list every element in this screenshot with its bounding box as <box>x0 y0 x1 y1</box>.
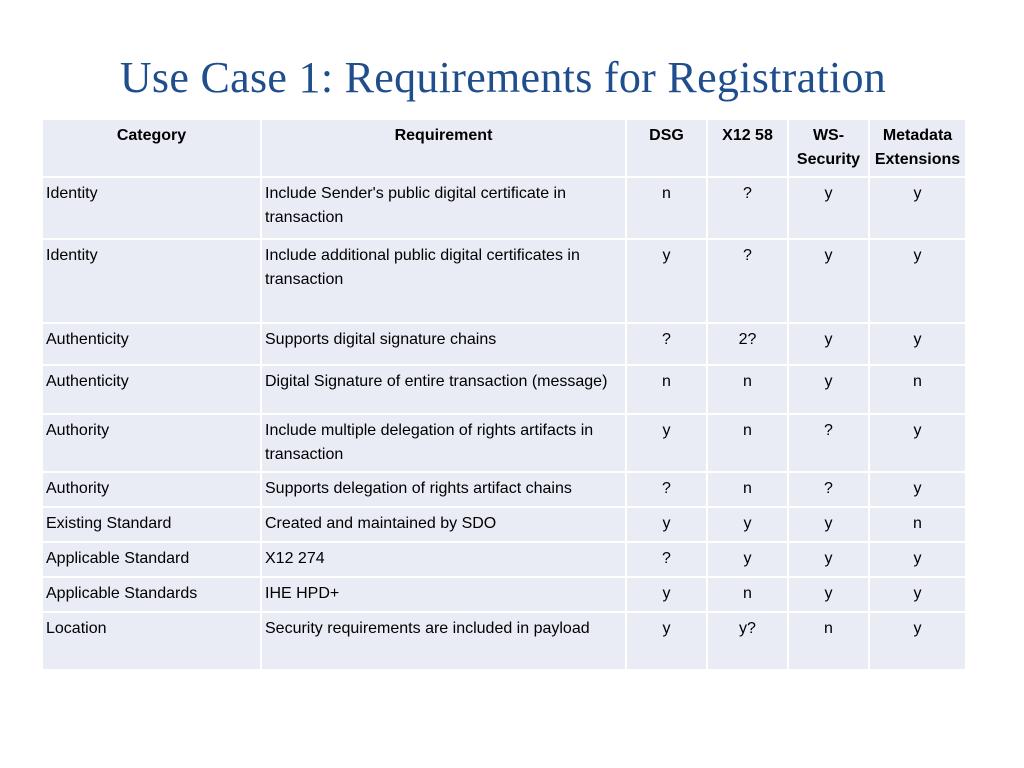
cell-ws-security: y <box>788 365 869 414</box>
cell-dsg: n <box>626 365 707 414</box>
cell-dsg: ? <box>626 472 707 507</box>
cell-category: Location <box>42 612 261 670</box>
table-row <box>42 612 966 670</box>
header-metadata-extensions: Metadata Extensions <box>869 119 966 177</box>
cell-category: Authenticity <box>42 323 261 365</box>
cell-ws-security: y <box>788 239 869 323</box>
cell-ws-security: ? <box>788 472 869 507</box>
cell-x12: ? <box>707 239 788 323</box>
table-row <box>42 542 966 577</box>
cell-ws-security: y <box>788 507 869 542</box>
cell-metadata-extensions: n <box>869 365 966 414</box>
table-row <box>42 507 966 542</box>
cell-metadata-extensions: y <box>869 323 966 365</box>
cell-requirement: Digital Signature of entire transaction (message) <box>261 365 626 414</box>
cell-category: Authenticity <box>42 365 261 414</box>
cell-dsg: y <box>626 507 707 542</box>
cell-requirement: Include additional public digital certificates in transaction <box>261 239 626 323</box>
table-row <box>42 177 966 239</box>
cell-x12: n <box>707 472 788 507</box>
cell-ws-security: y <box>788 323 869 365</box>
cell-dsg: y <box>626 414 707 472</box>
cell-requirement: Created and maintained by SDO <box>261 507 626 542</box>
cell-requirement: IHE HPD+ <box>261 577 626 612</box>
cell-dsg: y <box>626 239 707 323</box>
table-row <box>42 577 966 612</box>
header-dsg: DSG <box>626 119 707 177</box>
cell-category: Identity <box>42 239 261 323</box>
table-row <box>42 414 966 472</box>
cell-metadata-extensions: y <box>869 577 966 612</box>
slide-title: Use Case 1: Requirements for Registration <box>119 53 887 102</box>
cell-category: Applicable Standard <box>42 542 261 577</box>
cell-category: Identity <box>42 177 261 239</box>
table-row <box>42 472 966 507</box>
cell-category: Authority <box>42 472 261 507</box>
header-x12: X12 58 <box>707 119 788 177</box>
cell-metadata-extensions: n <box>869 507 966 542</box>
cell-x12: ? <box>707 177 788 239</box>
cell-dsg: y <box>626 612 707 670</box>
table-header-row <box>42 119 966 177</box>
cell-x12: n <box>707 577 788 612</box>
table-row <box>42 239 966 323</box>
cell-dsg: ? <box>626 323 707 365</box>
cell-category: Existing Standard <box>42 507 261 542</box>
cell-category: Authority <box>42 414 261 472</box>
cell-ws-security: y <box>788 177 869 239</box>
cell-metadata-extensions: y <box>869 612 966 670</box>
table-row <box>42 365 966 414</box>
cell-requirement: Supports digital signature chains <box>261 323 626 365</box>
cell-x12: y <box>707 542 788 577</box>
cell-metadata-extensions: y <box>869 472 966 507</box>
cell-requirement: Security requirements are included in payload <box>261 612 626 670</box>
cell-metadata-extensions: y <box>869 239 966 323</box>
cell-metadata-extensions: y <box>869 414 966 472</box>
cell-requirement: Supports delegation of rights artifact chains <box>261 472 626 507</box>
cell-x12: y <box>707 507 788 542</box>
cell-x12: 2? <box>707 323 788 365</box>
cell-requirement: Include Sender's public digital certificate in transaction <box>261 177 626 239</box>
cell-ws-security: n <box>788 612 869 670</box>
cell-category: Applicable Standards <box>42 577 261 612</box>
cell-x12: n <box>707 414 788 472</box>
cell-x12: y? <box>707 612 788 670</box>
requirements-table <box>41 118 967 671</box>
table-row <box>42 323 966 365</box>
cell-requirement: Include multiple delegation of rights artifacts in transaction <box>261 414 626 472</box>
cell-dsg: y <box>626 577 707 612</box>
header-category: Category <box>42 119 261 177</box>
cell-metadata-extensions: y <box>869 177 966 239</box>
header-requirement: Requirement <box>261 119 626 177</box>
header-ws-security: WS-Security <box>788 119 869 177</box>
cell-x12: n <box>707 365 788 414</box>
cell-ws-security: y <box>788 577 869 612</box>
cell-metadata-extensions: y <box>869 542 966 577</box>
cell-ws-security: y <box>788 542 869 577</box>
cell-dsg: ? <box>626 542 707 577</box>
cell-dsg: n <box>626 177 707 239</box>
cell-requirement: X12 274 <box>261 542 626 577</box>
cell-ws-security: ? <box>788 414 869 472</box>
